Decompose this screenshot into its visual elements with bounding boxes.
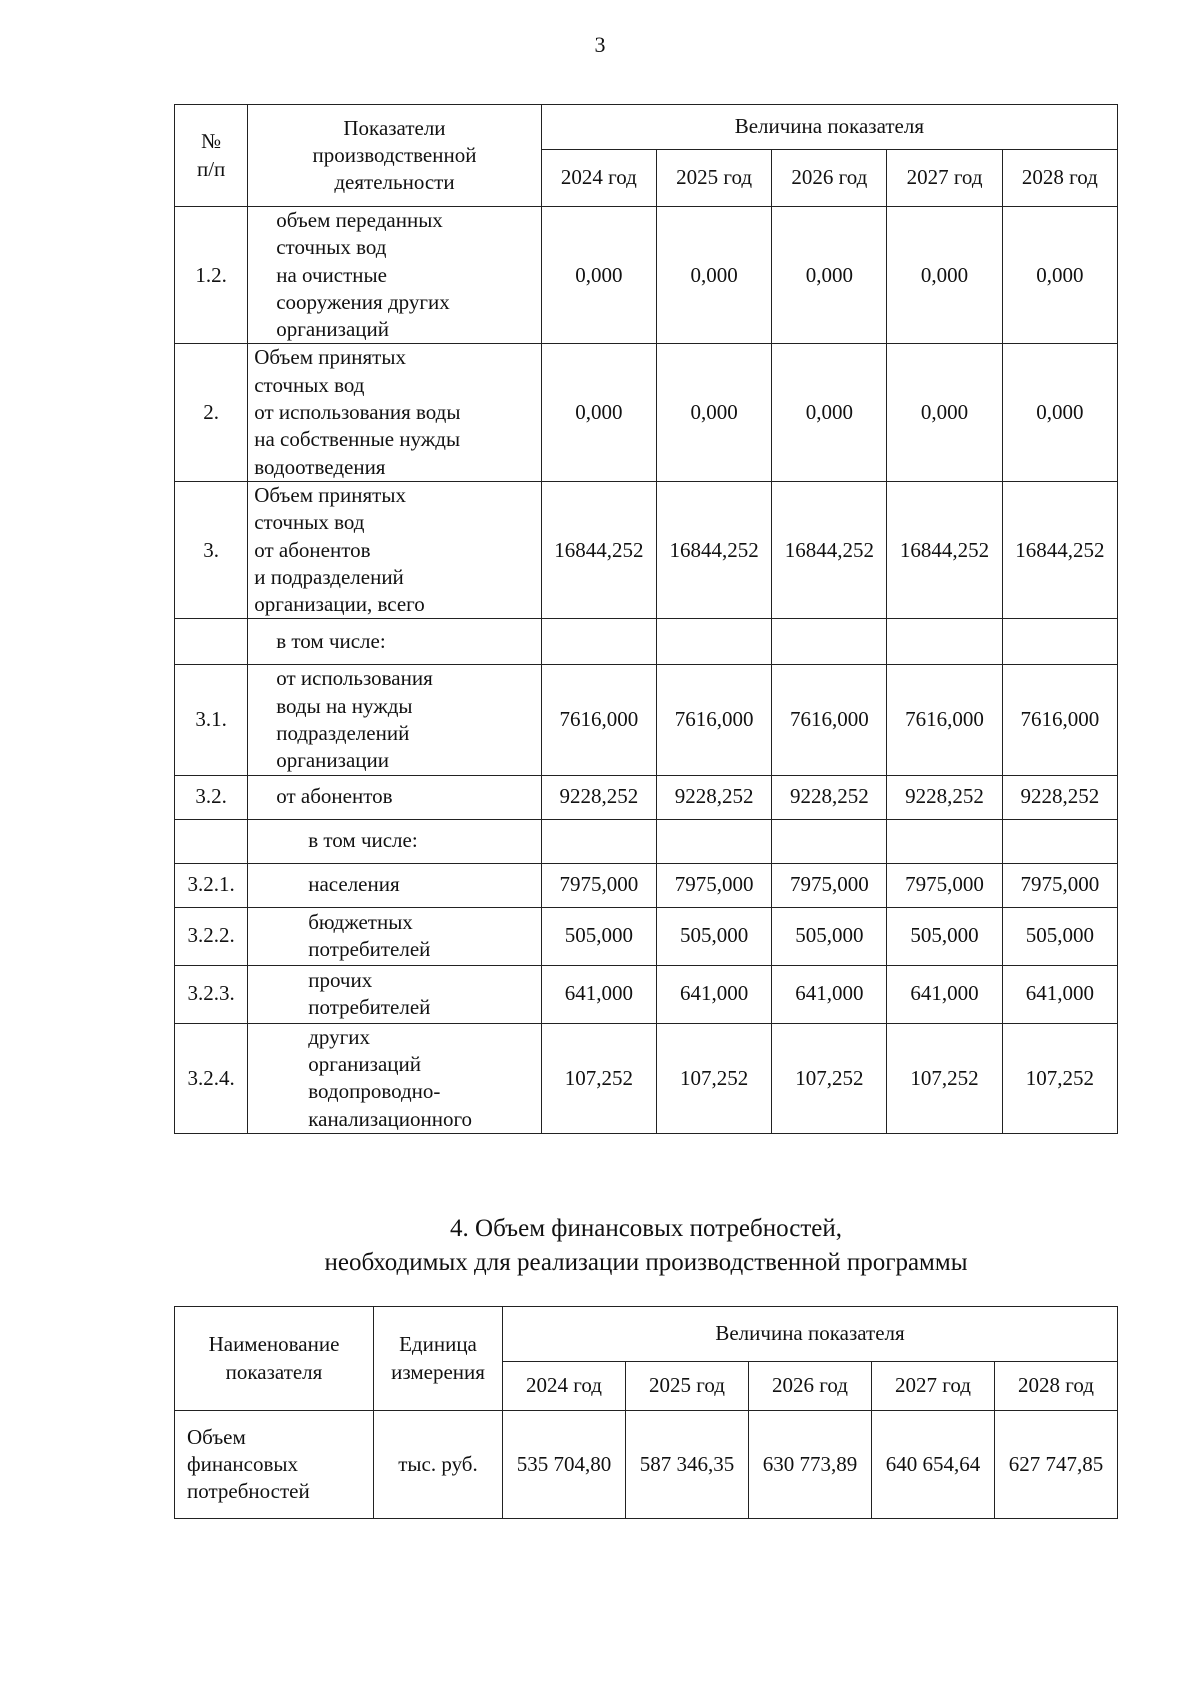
- row-value: 16844,252: [772, 481, 887, 618]
- row-value: 641,000: [887, 965, 1002, 1023]
- row-value: 587 346,35: [626, 1411, 749, 1519]
- row-value: 505,000: [772, 907, 887, 965]
- row-value: 9228,252: [541, 775, 656, 819]
- row-value: [1002, 619, 1117, 665]
- row-value: 7975,000: [1002, 863, 1117, 907]
- table-row: [175, 1411, 1118, 1519]
- table-row: [175, 775, 1118, 819]
- row-value: 505,000: [887, 907, 1002, 965]
- page-number: 3: [594, 32, 606, 57]
- row-value: 7975,000: [656, 863, 771, 907]
- row-value: 7616,000: [887, 665, 1002, 775]
- row-value: 107,252: [656, 1023, 771, 1133]
- row-indicator-name: [248, 863, 542, 907]
- row-number: 3.: [175, 481, 248, 618]
- section-heading-line1: 4. Объем финансовых потребностей,: [450, 1215, 842, 1242]
- table-row: [175, 1023, 1118, 1133]
- row-value: [887, 819, 1002, 863]
- row-value: 0,000: [1002, 344, 1117, 481]
- row-value: 535 704,80: [503, 1411, 626, 1519]
- row-value: 107,252: [887, 1023, 1002, 1133]
- row-value: [772, 819, 887, 863]
- row-value: 630 773,89: [749, 1411, 872, 1519]
- row-value: 7975,000: [541, 863, 656, 907]
- row-number: 3.2.3.: [175, 965, 248, 1023]
- row-value: [656, 819, 771, 863]
- table-row: [175, 481, 1118, 618]
- row-indicator-name: [248, 665, 542, 775]
- row-value: 0,000: [772, 207, 887, 344]
- table-row: [175, 965, 1118, 1023]
- row-indicator-name: [248, 907, 542, 965]
- row-indicator-text: от использования воды на нужды подразделений организации: [276, 666, 433, 773]
- row-indicator-text: Объем финансовых потребностей: [187, 1424, 310, 1504]
- row-value: 7616,000: [541, 665, 656, 775]
- col-header-year: 2027 год: [887, 150, 1002, 207]
- table-row: [175, 907, 1118, 965]
- row-indicator-text: Объем принятых сточных вод от использования воды на собственные нужды водоотведения: [254, 345, 461, 479]
- col-header-year: 2027 год: [872, 1362, 995, 1411]
- row-value: 0,000: [541, 344, 656, 481]
- row-value: 107,252: [541, 1023, 656, 1133]
- row-value: 641,000: [656, 965, 771, 1023]
- col-header-year: 2025 год: [626, 1362, 749, 1411]
- row-value: 0,000: [1002, 207, 1117, 344]
- row-number: [175, 619, 248, 665]
- col-header-year: 2026 год: [772, 150, 887, 207]
- row-unit: тыс. руб.: [374, 1411, 503, 1519]
- row-value: 7975,000: [887, 863, 1002, 907]
- col-header-value-group: Величина показателя: [541, 105, 1117, 150]
- row-value: [541, 819, 656, 863]
- row-number: 3.1.: [175, 665, 248, 775]
- row-number: 2.: [175, 344, 248, 481]
- col-header-indicator-name: Наименование показателя: [175, 1307, 374, 1411]
- row-indicator-name: [248, 775, 542, 819]
- row-indicator-text: в том числе:: [276, 629, 386, 654]
- row-indicator-name: [248, 965, 542, 1023]
- row-number: 3.2.2.: [175, 907, 248, 965]
- table-row: [175, 863, 1118, 907]
- row-indicator-name: [248, 1023, 542, 1133]
- row-number: [175, 819, 248, 863]
- row-value: 9228,252: [1002, 775, 1117, 819]
- col-header-year: 2026 год: [749, 1362, 872, 1411]
- row-value: 0,000: [772, 344, 887, 481]
- col-header-number-text: № п/п: [196, 129, 226, 181]
- row-number: 3.2.: [175, 775, 248, 819]
- row-value: [541, 619, 656, 665]
- row-value: [887, 619, 1002, 665]
- table-row: [175, 819, 1118, 863]
- row-indicator-text: других организаций водопроводно- канализационного: [308, 1024, 473, 1131]
- row-value: 505,000: [1002, 907, 1117, 965]
- production-indicators-table: [174, 104, 1118, 1134]
- table-row: [175, 344, 1118, 481]
- col-header-unit: Единица измерения: [374, 1307, 503, 1411]
- col-header-year: 2028 год: [995, 1362, 1118, 1411]
- row-value: 505,000: [656, 907, 771, 965]
- row-value: [1002, 819, 1117, 863]
- col-header-year: 2024 год: [541, 150, 656, 207]
- row-value: 0,000: [541, 207, 656, 344]
- row-value: 627 747,85: [995, 1411, 1118, 1519]
- table-row: [175, 619, 1118, 665]
- row-value: 0,000: [887, 344, 1002, 481]
- row-indicator-text: в том числе:: [308, 828, 418, 853]
- row-value: 16844,252: [1002, 481, 1117, 618]
- row-value: 505,000: [541, 907, 656, 965]
- row-value: 640 654,64: [872, 1411, 995, 1519]
- row-value: 7616,000: [1002, 665, 1117, 775]
- row-indicator-name: [175, 1411, 374, 1519]
- row-indicator-text: объем переданных сточных вод на очистные сооружения других организаций: [276, 208, 450, 342]
- row-value: 0,000: [656, 344, 771, 481]
- row-indicator-text: Объем принятых сточных вод от абонентов и подразделений организации, всего: [254, 482, 425, 617]
- row-value: 16844,252: [656, 481, 771, 618]
- section-heading: [174, 1212, 1118, 1280]
- row-indicator-name: [248, 619, 542, 665]
- row-indicator-name: [248, 344, 542, 481]
- table-row: [175, 665, 1118, 775]
- col-header-number: [175, 105, 248, 207]
- row-value: 16844,252: [541, 481, 656, 618]
- row-value: 107,252: [1002, 1023, 1117, 1133]
- row-value: 0,000: [887, 207, 1002, 344]
- col-header-year: 2025 год: [656, 150, 771, 207]
- row-value: [772, 619, 887, 665]
- row-value: 0,000: [656, 207, 771, 344]
- row-indicator-text: бюджетных потребителей: [308, 909, 431, 962]
- row-value: 641,000: [772, 965, 887, 1023]
- col-header-value-group: Величина показателя: [503, 1307, 1118, 1362]
- col-header-year: 2024 год: [503, 1362, 626, 1411]
- row-number: 3.2.4.: [175, 1023, 248, 1133]
- row-value: 7616,000: [656, 665, 771, 775]
- row-indicator-name: [248, 819, 542, 863]
- col-header-year: 2028 год: [1002, 150, 1117, 207]
- row-value: [656, 619, 771, 665]
- row-value: 107,252: [772, 1023, 887, 1133]
- row-indicator-text: прочих потребителей: [308, 967, 431, 1020]
- row-indicator-name: [248, 481, 542, 618]
- col-header-indicator: Показатели производственной деятельности: [248, 105, 542, 207]
- row-indicator-name: [248, 207, 542, 344]
- row-value: 641,000: [1002, 965, 1117, 1023]
- row-value: 7616,000: [772, 665, 887, 775]
- table-row: [175, 207, 1118, 344]
- row-number: 3.2.1.: [175, 863, 248, 907]
- section-heading-line2: необходимых для реализации производственной программы: [324, 1248, 968, 1276]
- row-value: 7975,000: [772, 863, 887, 907]
- financial-needs-table: [174, 1306, 1118, 1519]
- row-value: 641,000: [541, 965, 656, 1023]
- row-value: 9228,252: [887, 775, 1002, 819]
- row-value: 16844,252: [887, 481, 1002, 618]
- row-number: 1.2.: [175, 207, 248, 344]
- row-value: 9228,252: [772, 775, 887, 819]
- row-indicator-text: от абонентов: [276, 784, 393, 809]
- row-value: 9228,252: [656, 775, 771, 819]
- row-indicator-text: населения: [308, 872, 400, 897]
